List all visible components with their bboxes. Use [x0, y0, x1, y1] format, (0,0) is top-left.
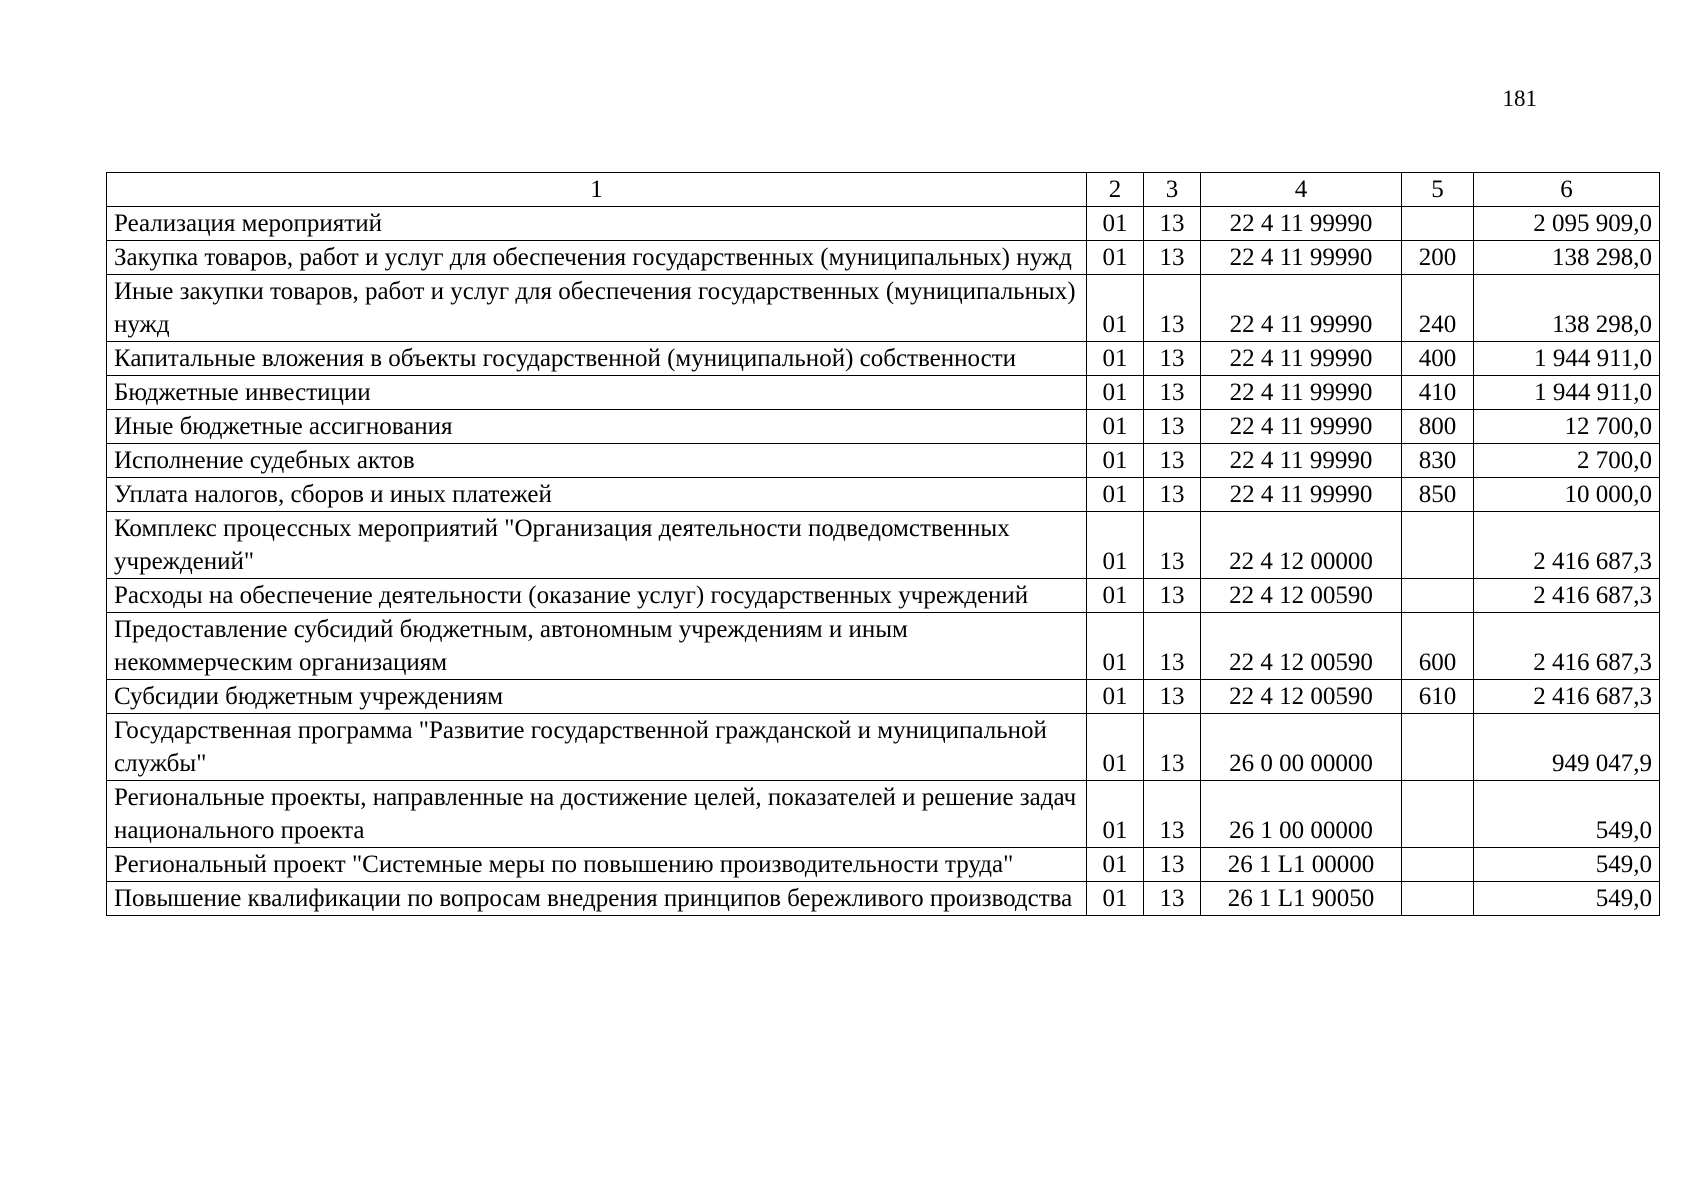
row-section: 01	[1087, 410, 1144, 444]
page-number: 181	[1502, 86, 1537, 111]
row-section: 01	[1087, 342, 1144, 376]
row-subsection: 13	[1144, 207, 1201, 241]
table-row	[107, 579, 1660, 613]
table-row	[107, 680, 1660, 714]
row-target-article: 22 4 12 00000	[1201, 512, 1402, 579]
row-subsection: 13	[1144, 714, 1201, 781]
row-subsection: 13	[1144, 680, 1201, 714]
row-amount: 549,0	[1474, 882, 1660, 916]
row-target-article: 22 4 12 00590	[1201, 680, 1402, 714]
row-target-article: 22 4 11 99990	[1201, 410, 1402, 444]
row-expense-type: 830	[1402, 444, 1474, 478]
row-expense-type	[1402, 512, 1474, 579]
table-row	[107, 241, 1660, 275]
row-expense-type: 800	[1402, 410, 1474, 444]
row-amount: 10 000,0	[1474, 478, 1660, 512]
row-expense-type	[1402, 207, 1474, 241]
table-row	[107, 882, 1660, 916]
row-name: Бюджетные инвестиции	[107, 376, 1087, 410]
row-name: Закупка товаров, работ и услуг для обеспечения государственных (муниципальных) нужд	[107, 241, 1087, 275]
table-row	[107, 444, 1660, 478]
row-amount: 2 700,0	[1474, 444, 1660, 478]
row-target-article: 22 4 12 00590	[1201, 579, 1402, 613]
row-section: 01	[1087, 512, 1144, 579]
row-subsection: 13	[1144, 241, 1201, 275]
column-header: 5	[1402, 173, 1474, 207]
row-expense-type: 600	[1402, 613, 1474, 680]
row-amount: 1 944 911,0	[1474, 376, 1660, 410]
row-target-article: 26 1 L1 00000	[1201, 848, 1402, 882]
row-target-article: 22 4 12 00590	[1201, 613, 1402, 680]
row-section: 01	[1087, 207, 1144, 241]
row-expense-type: 200	[1402, 241, 1474, 275]
row-amount: 1 944 911,0	[1474, 342, 1660, 376]
row-name: Иные бюджетные ассигнования	[107, 410, 1087, 444]
row-section: 01	[1087, 275, 1144, 342]
row-amount: 549,0	[1474, 848, 1660, 882]
row-name: Комплекс процессных мероприятий "Организация деятельности подведомственных учреждений"	[107, 512, 1087, 579]
row-section: 01	[1087, 613, 1144, 680]
row-expense-type	[1402, 579, 1474, 613]
table-row	[107, 342, 1660, 376]
row-section: 01	[1087, 848, 1144, 882]
column-header: 4	[1201, 173, 1402, 207]
row-target-article: 22 4 11 99990	[1201, 207, 1402, 241]
row-amount: 2 095 909,0	[1474, 207, 1660, 241]
row-subsection: 13	[1144, 376, 1201, 410]
row-name: Региональный проект "Системные меры по повышению производительности труда"	[107, 848, 1087, 882]
row-name: Расходы на обеспечение деятельности (оказание услуг) государственных учреждений	[107, 579, 1087, 613]
row-section: 01	[1087, 478, 1144, 512]
row-name: Капитальные вложения в объекты государственной (муниципальной) собственности	[107, 342, 1087, 376]
table-row	[107, 410, 1660, 444]
row-section: 01	[1087, 882, 1144, 916]
row-amount: 2 416 687,3	[1474, 579, 1660, 613]
column-header: 1	[107, 173, 1087, 207]
row-target-article: 22 4 11 99990	[1201, 376, 1402, 410]
column-header: 2	[1087, 173, 1144, 207]
row-expense-type: 610	[1402, 680, 1474, 714]
table-row	[107, 512, 1660, 579]
row-section: 01	[1087, 444, 1144, 478]
row-subsection: 13	[1144, 781, 1201, 848]
row-amount: 549,0	[1474, 781, 1660, 848]
row-subsection: 13	[1144, 342, 1201, 376]
row-target-article: 26 1 00 00000	[1201, 781, 1402, 848]
row-section: 01	[1087, 579, 1144, 613]
table-row	[107, 207, 1660, 241]
row-subsection: 13	[1144, 512, 1201, 579]
row-target-article: 26 1 L1 90050	[1201, 882, 1402, 916]
row-name: Субсидии бюджетным учреждениям	[107, 680, 1087, 714]
row-expense-type	[1402, 781, 1474, 848]
row-subsection: 13	[1144, 882, 1201, 916]
table-body	[107, 207, 1660, 916]
row-expense-type	[1402, 848, 1474, 882]
row-target-article: 22 4 11 99990	[1201, 342, 1402, 376]
row-amount: 2 416 687,3	[1474, 613, 1660, 680]
row-subsection: 13	[1144, 613, 1201, 680]
row-subsection: 13	[1144, 478, 1201, 512]
row-target-article: 22 4 11 99990	[1201, 241, 1402, 275]
row-target-article: 22 4 11 99990	[1201, 275, 1402, 342]
row-subsection: 13	[1144, 848, 1201, 882]
table-row	[107, 781, 1660, 848]
table-row	[107, 275, 1660, 342]
row-amount: 12 700,0	[1474, 410, 1660, 444]
row-subsection: 13	[1144, 410, 1201, 444]
table-row	[107, 613, 1660, 680]
row-expense-type: 400	[1402, 342, 1474, 376]
row-amount: 138 298,0	[1474, 275, 1660, 342]
budget-table	[106, 172, 1660, 916]
row-name: Уплата налогов, сборов и иных платежей	[107, 478, 1087, 512]
row-subsection: 13	[1144, 579, 1201, 613]
row-target-article: 26 0 00 00000	[1201, 714, 1402, 781]
row-expense-type	[1402, 714, 1474, 781]
row-subsection: 13	[1144, 444, 1201, 478]
row-expense-type: 240	[1402, 275, 1474, 342]
row-name: Иные закупки товаров, работ и услуг для обеспечения государственных (муниципальных) нужд	[107, 275, 1087, 342]
row-amount: 949 047,9	[1474, 714, 1660, 781]
row-name: Повышение квалификации по вопросам внедрения принципов бережливого производства	[107, 882, 1087, 916]
row-name: Региональные проекты, направленные на достижение целей, показателей и решение задач национального проекта	[107, 781, 1087, 848]
column-header: 3	[1144, 173, 1201, 207]
row-expense-type: 850	[1402, 478, 1474, 512]
column-header: 6	[1474, 173, 1660, 207]
row-section: 01	[1087, 781, 1144, 848]
row-section: 01	[1087, 714, 1144, 781]
table-row	[107, 478, 1660, 512]
row-expense-type: 410	[1402, 376, 1474, 410]
row-name: Исполнение судебных актов	[107, 444, 1087, 478]
row-name: Предоставление субсидий бюджетным, автономным учреждениям и иным некоммерческим организациям	[107, 613, 1087, 680]
row-expense-type	[1402, 882, 1474, 916]
row-section: 01	[1087, 376, 1144, 410]
table-header-row	[107, 173, 1660, 207]
row-amount: 138 298,0	[1474, 241, 1660, 275]
row-name: Реализация мероприятий	[107, 207, 1087, 241]
row-subsection: 13	[1144, 275, 1201, 342]
row-target-article: 22 4 11 99990	[1201, 444, 1402, 478]
row-section: 01	[1087, 241, 1144, 275]
table-row	[107, 376, 1660, 410]
row-amount: 2 416 687,3	[1474, 680, 1660, 714]
row-amount: 2 416 687,3	[1474, 512, 1660, 579]
row-target-article: 22 4 11 99990	[1201, 478, 1402, 512]
row-section: 01	[1087, 680, 1144, 714]
table-row	[107, 714, 1660, 781]
table-row	[107, 848, 1660, 882]
row-name: Государственная программа "Развитие государственной гражданской и муниципальной службы"	[107, 714, 1087, 781]
